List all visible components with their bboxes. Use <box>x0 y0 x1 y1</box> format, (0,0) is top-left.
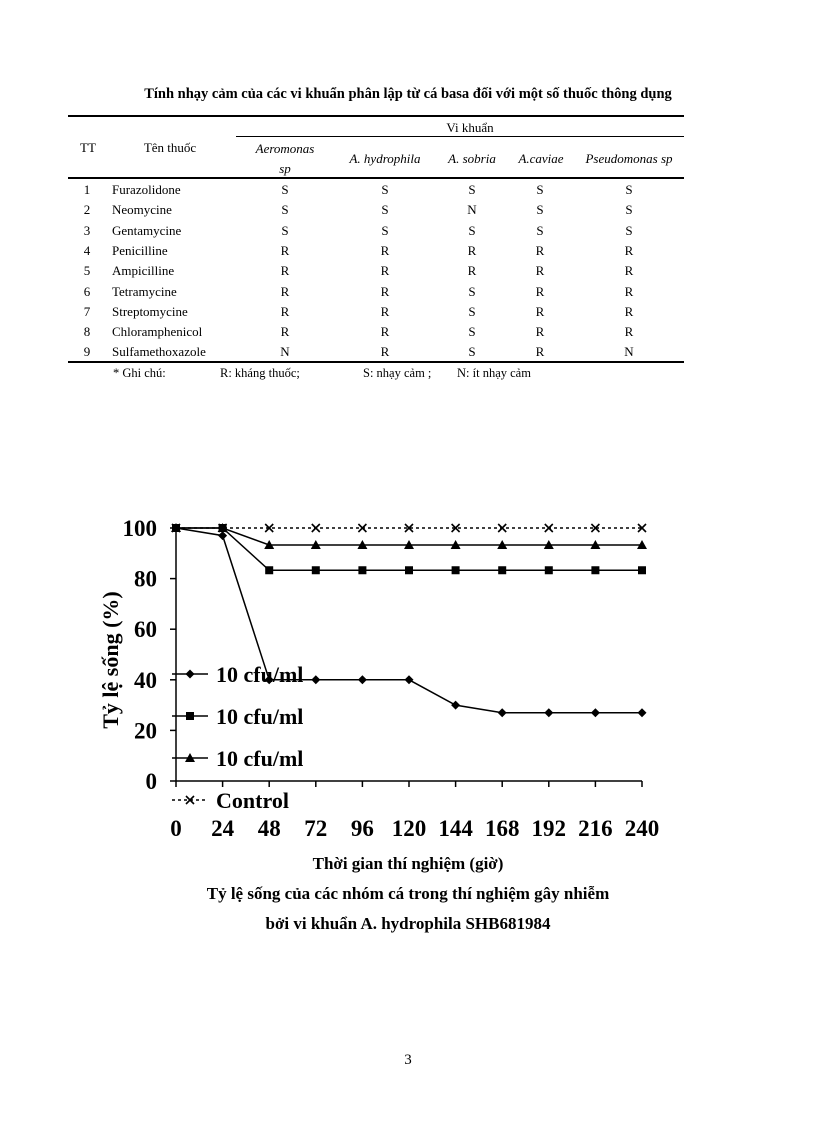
row-value-a-hydrophila: R <box>380 283 390 299</box>
row-value-a-hydrophila: R <box>380 263 390 279</box>
row-value-aeromonas: R <box>280 283 290 299</box>
y-tick-label: 60 <box>134 617 157 643</box>
row-value-pseudomonas: R <box>624 242 634 258</box>
row-value-a-caviae: R <box>535 303 545 319</box>
legend-label: Control <box>216 788 289 813</box>
row-value-pseudomonas: N <box>624 344 634 360</box>
header-pseudomonas: Pseudomonas sp <box>585 151 673 166</box>
row-value-a-hydrophila: R <box>380 344 390 360</box>
data-point-series-0 <box>358 675 367 684</box>
row-value-a-sobria: S <box>468 222 476 238</box>
header-bacteria-group: Vi khuẩn <box>446 120 494 135</box>
data-point-series-1 <box>312 566 320 574</box>
figure-caption-line2: bởi vi khuẩn A. hydrophila SHB681984 <box>265 914 551 933</box>
x-tick-label: 240 <box>624 816 660 841</box>
row-tt: 5 <box>83 263 91 279</box>
legend-label: 10 cfu/ml <box>216 704 304 729</box>
figure-caption-line1: Tỷ lệ sống của các nhóm cá trong thí nghiệm gây nhiễm <box>206 884 610 903</box>
x-tick-label: 168 <box>484 816 520 841</box>
row-value-a-sobria: S <box>468 303 476 319</box>
header-aeromonas: Aeromonas <box>255 141 315 156</box>
row-drug: Gentamycine <box>112 222 182 238</box>
row-tt: 9 <box>83 344 91 360</box>
header-drug: Tên thuốc <box>143 140 197 155</box>
row-value-a-caviae: R <box>535 344 545 360</box>
data-point-series-0 <box>218 531 227 540</box>
footnote-r: R: kháng thuốc; <box>220 366 300 380</box>
row-value-a-caviae: S <box>536 182 544 197</box>
header-a-hydrophila: A. hydrophila <box>349 151 421 166</box>
data-point-series-3 <box>498 524 506 532</box>
y-tick-label: 40 <box>134 667 157 693</box>
row-value-aeromonas: R <box>280 303 290 319</box>
header-tt: TT <box>80 140 96 155</box>
row-drug: Penicilline <box>112 242 168 258</box>
legend-label: 10 cfu/ml <box>216 662 304 687</box>
data-point-series-1 <box>498 566 506 574</box>
header-a-sobria: A. sobria <box>448 151 496 166</box>
data-point-series-1 <box>219 524 227 532</box>
chart-legend <box>172 662 303 813</box>
row-drug: Ampicilline <box>112 263 175 279</box>
row-value-aeromonas: N <box>280 344 290 360</box>
legend-marker <box>186 670 195 679</box>
x-tick-label: 144 <box>438 816 473 841</box>
row-value-a-sobria: R <box>467 263 477 279</box>
footnote-label: * Ghi chú: <box>113 366 166 380</box>
data-point-series-3 <box>358 524 366 532</box>
data-point-series-3 <box>545 524 553 532</box>
row-value-a-caviae: R <box>535 263 545 279</box>
data-point-series-1 <box>545 566 553 574</box>
y-axis-label: Tỷ lệ sống (%) <box>98 591 123 729</box>
legend-marker <box>186 712 194 720</box>
row-value-pseudomonas: S <box>625 202 633 218</box>
row-value-pseudomonas: R <box>624 263 634 279</box>
x-tick-label: 48 <box>257 816 281 841</box>
row-drug: Chloramphenicol <box>112 324 203 340</box>
row-tt: 4 <box>83 242 91 258</box>
data-point-series-1 <box>591 566 599 574</box>
y-tick-label: 80 <box>134 566 157 592</box>
row-value-aeromonas: R <box>280 242 290 258</box>
data-point-series-1 <box>405 566 413 574</box>
row-value-aeromonas: S <box>281 222 289 238</box>
footnote-n: N: ít nhạy cảm <box>457 366 531 380</box>
row-value-pseudomonas: S <box>625 222 633 238</box>
row-value-a-hydrophila: S <box>381 202 389 218</box>
page-number: 3 <box>404 1052 412 1068</box>
row-value-a-hydrophila: R <box>380 242 390 258</box>
row-value-a-caviae: S <box>536 222 544 238</box>
row-value-aeromonas: R <box>280 263 290 279</box>
row-tt: 8 <box>83 324 91 340</box>
footnote-s: S: nhạy cảm ; <box>363 366 432 380</box>
data-point-series-0 <box>591 708 600 717</box>
y-tick-label: 100 <box>122 516 157 541</box>
row-value-a-hydrophila: R <box>380 324 390 340</box>
data-point-series-1 <box>358 566 366 574</box>
data-point-series-0 <box>405 675 414 684</box>
data-point-series-1 <box>452 566 460 574</box>
row-value-pseudomonas: S <box>625 182 633 197</box>
data-point-series-0 <box>498 708 507 717</box>
data-point-series-0 <box>544 708 553 717</box>
row-tt: 1 <box>83 182 91 197</box>
header-aeromonas-sp: sp <box>279 161 291 176</box>
x-tick-label: 216 <box>578 816 613 841</box>
row-value-a-caviae: S <box>536 202 544 218</box>
data-point-series-3 <box>312 524 320 532</box>
row-value-pseudomonas: R <box>624 324 634 340</box>
row-tt: 3 <box>83 222 91 238</box>
x-tick-label: 0 <box>170 816 182 841</box>
row-value-a-caviae: R <box>535 283 545 299</box>
row-value-a-hydrophila: S <box>381 222 389 238</box>
y-tick-label: 20 <box>134 718 157 744</box>
row-value-a-sobria: S <box>468 324 476 340</box>
row-tt: 6 <box>83 283 91 299</box>
chart-series <box>171 523 647 717</box>
row-value-a-sobria: S <box>468 182 476 197</box>
row-value-pseudomonas: R <box>624 303 634 319</box>
row-value-a-sobria: S <box>468 283 476 299</box>
data-point-series-1 <box>265 566 273 574</box>
data-point-series-0 <box>311 675 320 684</box>
row-value-aeromonas: S <box>281 202 289 218</box>
row-value-aeromonas: S <box>281 182 289 197</box>
legend-label: 10 cfu/ml <box>216 746 304 771</box>
x-tick-label: 24 <box>211 816 235 841</box>
row-value-a-hydrophila: S <box>381 182 389 197</box>
row-value-pseudomonas: R <box>624 283 634 299</box>
row-value-a-caviae: R <box>535 242 545 258</box>
row-drug: Tetramycine <box>112 283 177 299</box>
row-value-a-sobria: N <box>467 202 477 218</box>
y-tick-label: 0 <box>145 769 157 794</box>
table-title: Tính nhạy cảm của các vi khuẩn phân lập từ cá basa đối với một số thuốc thông dụng <box>144 86 672 102</box>
row-value-a-sobria: S <box>468 344 476 360</box>
data-point-series-0 <box>451 701 460 710</box>
row-drug: Furazolidone <box>112 182 181 197</box>
row-drug: Sulfamethoxazole <box>112 344 206 360</box>
row-drug: Neomycine <box>112 202 172 218</box>
row-value-aeromonas: R <box>280 324 290 340</box>
x-tick-label: 192 <box>531 816 567 841</box>
x-axis-label: Thời gian thí nghiệm (giờ) <box>312 854 504 873</box>
x-tick-label: 72 <box>304 816 328 841</box>
row-tt: 7 <box>83 303 91 319</box>
row-drug: Streptomycine <box>112 303 188 319</box>
data-point-series-0 <box>638 708 647 717</box>
data-point-series-1 <box>638 566 646 574</box>
row-value-a-sobria: R <box>467 242 477 258</box>
series-line-1 <box>176 528 642 570</box>
row-tt: 2 <box>83 202 91 218</box>
row-value-a-hydrophila: R <box>380 303 390 319</box>
x-tick-label: 120 <box>391 816 427 841</box>
header-a-caviae: A.caviae <box>518 151 564 166</box>
row-value-a-caviae: R <box>535 324 545 340</box>
x-tick-label: 96 <box>350 816 374 841</box>
chart-tick-labels <box>123 516 660 841</box>
